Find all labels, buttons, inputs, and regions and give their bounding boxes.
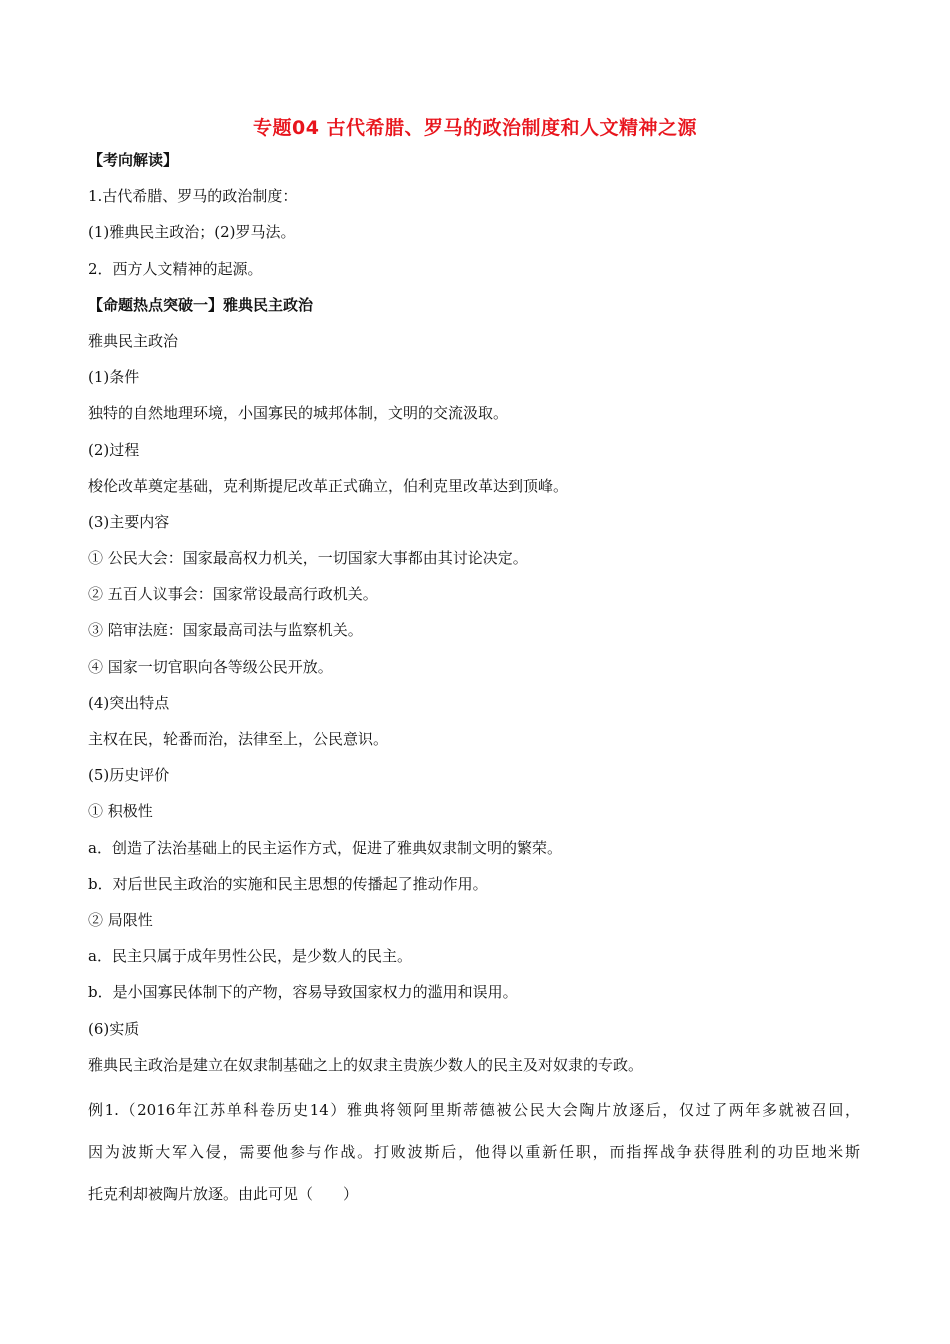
text-line: 独特的自然地理环境，小国寡民的城邦体制，文明的交流汲取。 <box>88 404 509 423</box>
text-line: ② 局限性 <box>88 910 153 929</box>
text-line: 主权在民，轮番而治，法律至上，公民意识。 <box>88 730 389 748</box>
text-line: 雅典民主政治是建立在奴隶制基础之上的奴隶主贵族少数人的民主及对奴隶的专政。 <box>88 1055 644 1074</box>
text-line: b．对后世民主政治的实施和民主思想的传播起了推动作用。 <box>88 874 488 893</box>
text-line: 2．西方人文精神的起源。 <box>88 259 263 278</box>
text-line: ② 五百人议事会：国家常设最高行政机关。 <box>88 585 378 604</box>
text-line: (1)雅典民主政治；(2)罗马法。 <box>88 223 296 242</box>
text-line: (6)实质 <box>88 1019 140 1038</box>
text-line: a．创造了法治基础上的民主运作方式，促进了雅典奴隶制文明的繁荣。 <box>88 838 562 857</box>
text-line: ③ 陪审法庭：国家最高司法与监察机关。 <box>88 621 363 640</box>
text-line: (2)过程 <box>88 440 140 459</box>
text-line: (1)条件 <box>88 368 140 387</box>
text-line: (4)突出特点 <box>88 693 170 712</box>
text-line: 1.古代希腊、罗马的政治制度： <box>88 187 298 206</box>
text-line: b．是小国寡民体制下的产物，容易导致国家权力的滥用和误用。 <box>88 983 518 1002</box>
text-line: ④ 国家一切官职向各等级公民开放。 <box>88 657 333 676</box>
text-line: (3)主要内容 <box>88 512 170 531</box>
example-line-3: 托克利却被陶片放逐。由此可见（ ） <box>88 1185 359 1203</box>
text-line: (5)历史评价 <box>88 766 170 785</box>
content-lines <box>88 150 868 1091</box>
example-question <box>88 1100 860 1226</box>
example-line-2: 因为波斯大军入侵，需要他参与作战。打败波斯后，他得以重新任职，而指挥战争获得胜利的功臣地米斯 <box>88 1143 860 1161</box>
example-line-1: 例1.（2016年江苏单科卷历史14）雅典将领阿里斯蒂德被公民大会陶片放逐后，仅过了两年多就被召回， <box>88 1101 860 1119</box>
section-heading: 【命题热点突破一】雅典民主政治 <box>88 295 314 314</box>
text-line: 梭伦改革奠定基础，克利斯提尼改革正式确立，伯利克里改革达到顶峰。 <box>88 476 569 495</box>
page-title: 专题04 古代希腊、罗马的政治制度和人文精神之源 <box>252 117 698 139</box>
text-line: 雅典民主政治 <box>88 331 179 350</box>
section-heading: 【考向解读】 <box>88 151 179 169</box>
text-line: ① 积极性 <box>88 802 153 821</box>
text-line: ① 公民大会：国家最高权力机关，一切国家大事都由其讨论决定。 <box>88 549 528 568</box>
text-line: a．民主只属于成年男性公民，是少数人的民主。 <box>88 947 412 966</box>
